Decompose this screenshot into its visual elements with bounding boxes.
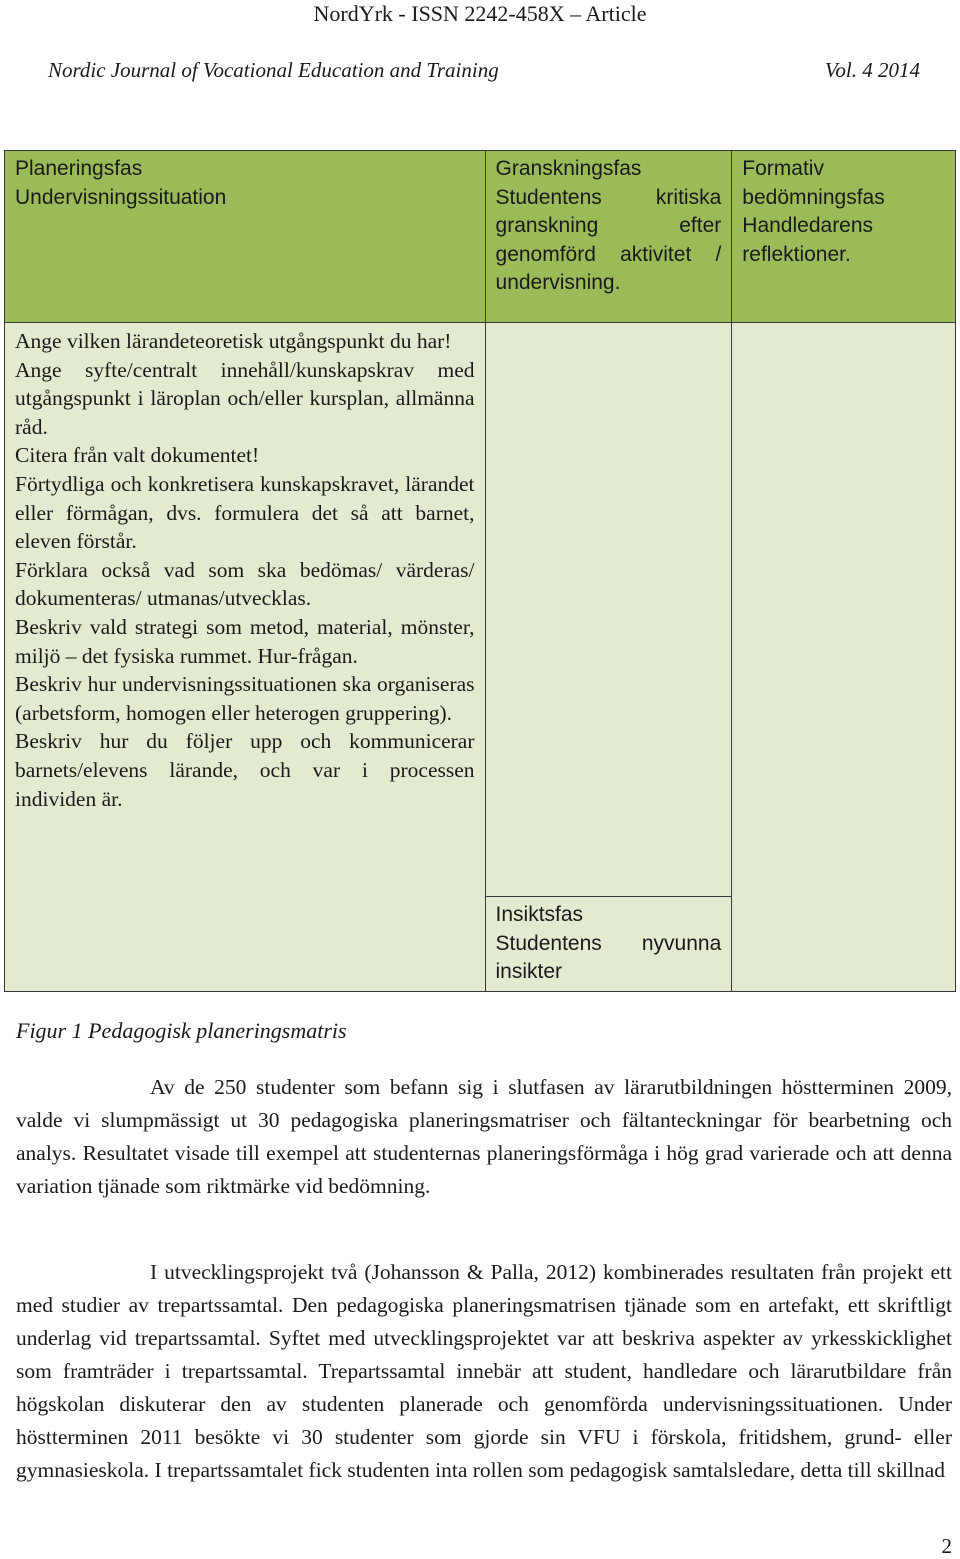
journal-name: Nordic Journal of Vocational Education and Training bbox=[48, 58, 499, 82]
assessment-phase-header bbox=[732, 151, 956, 323]
assessment-phase-description: Handledarens reflektioner. bbox=[742, 214, 874, 266]
insight-phase-title: Insiktsfas bbox=[495, 903, 584, 926]
figure-caption: Figur 1 Pedagogisk planeringsmatris bbox=[16, 1018, 347, 1043]
matrix-header-row bbox=[5, 151, 956, 323]
instruction-item: Beskriv hur du följer upp och kommunicerar barnets/elevens lärande, och var i processen individen är. bbox=[15, 729, 475, 811]
instruction-item: Förtydliga och konkretisera kunskapskravet, lärandet eller förmågan, dvs. formulera det så att barnet, eleven förstår. bbox=[15, 471, 475, 554]
instruction-item: Ange syfte/centralt innehåll/kunskapskrav med utgångspunkt i läroplan och/eller kursplan, allmänna råd. bbox=[15, 357, 475, 439]
instruction-item: Ange vilken lärandeteoretisk utgångspunkt du har! bbox=[15, 329, 452, 353]
insight-phase-cell bbox=[485, 897, 732, 992]
page-number: 2 bbox=[941, 1534, 952, 1558]
body-paragraph: Av de 250 studenter som befann sig i slutfasen av lärarutbildningen höstterminen 2009, valde vi slumpmässigt ut 30 pedagogiska planeringsmatriser och fältanteckningar för bearbetning och analys. Resultatet visade till exempel att studenternas planeringsförmåga i hög grad varierade och att denna variation tjänade som riktmärke vid bedömning. bbox=[16, 1075, 952, 1198]
assessment-phase-title: Formativ bedömningsfas bbox=[742, 157, 885, 209]
planning-phase-title: Planeringsfas bbox=[15, 157, 143, 180]
instruction-item: Beskriv vald strategi som metod, material, mönster, miljö – det fysiska rummet. Hur-frågan. bbox=[15, 614, 475, 668]
planning-phase-header bbox=[5, 151, 486, 323]
planning-phase-subtitle: Undervisningssituation bbox=[15, 185, 227, 209]
matrix-body-row bbox=[5, 323, 956, 897]
review-phase-header bbox=[485, 151, 732, 323]
volume-label: Vol. 4 2014 bbox=[824, 58, 920, 82]
instruction-item: Citera från valt dokumentet! bbox=[15, 443, 260, 468]
assessment-empty-cell bbox=[732, 323, 956, 992]
review-empty-cell bbox=[485, 323, 732, 897]
planning-instructions-cell bbox=[5, 323, 486, 992]
planning-matrix-table bbox=[4, 150, 956, 992]
review-phase-description: Studentens kritiska granskning efter genomförd aktivitet / undervisning. bbox=[495, 185, 722, 294]
insight-phase-description: Studentens nyvunna insikter bbox=[495, 931, 722, 983]
body-paragraph: I utvecklingsprojekt två (Johansson & Palla, 2012) kombinerades resultaten från projekt ett med studier av trepartssamtal. Den pedagogiska planeringsmatrisen tjänade som en artefakt, ett skriftligt underlag vid trepartssamtal. Syftet med utvecklingsprojektet var att beskriva aspekter av yrkesskicklighet som framträder i trepartssamtal. Trepartssamtal innebär att student, handledare och lärarutbildare från högskolan diskuterar den av studenten planerade och genomförda undervisningssituationen. Under höstterminen 2011 besökte vi 30 studenter som gjorde sin VFU i förskola, fritidshem, grund- eller gymnasieskola. I trepartssamtalet fick studenten inta rollen som pedagogisk samtalsledare, detta till skillnad bbox=[16, 1260, 952, 1482]
instruction-item: Förklara också vad som ska bedömas/ värderas/ dokumenteras/ utmanas/utvecklas. bbox=[15, 557, 475, 611]
journal-issn-line: NordYrk - ISSN 2242-458X – Article bbox=[313, 1, 647, 26]
journal-title-line bbox=[48, 56, 920, 84]
review-phase-title: Granskningsfas bbox=[495, 157, 642, 180]
instruction-item: Beskriv hur undervisningssituationen ska organiseras (arbetsform, homogen eller heterogen gruppering). bbox=[15, 672, 475, 725]
